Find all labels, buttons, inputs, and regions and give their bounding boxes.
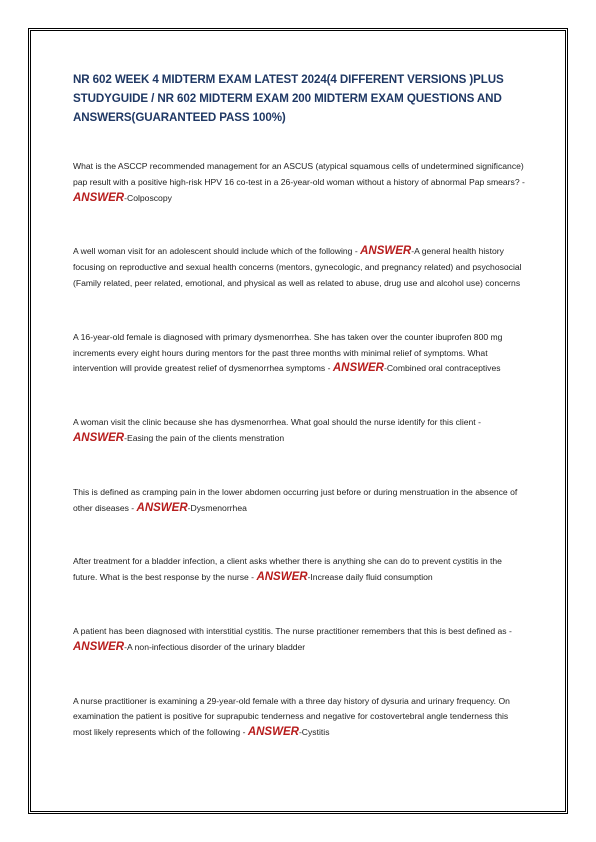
answer-text: -Dysmenorrhea [187,502,247,513]
qa-item [73,244,525,291]
qa-item [73,624,525,656]
answer-text: -Cystitis [298,727,330,738]
question-text: A nurse practitioner is examining a 29-year-old female with a three day history of dysuria and urinary frequency. On examination the patient is positive for suprapubic tenderness and negative for costovertebral angle tenderness this most likely represents which of the following - [73,695,510,738]
qa-item [73,330,525,377]
answer-text: -Increase daily fluid consumption [307,572,433,583]
qa-item [73,159,525,206]
question-text: A 16-year-old female is diagnosed with primary dysmenorrhea. She has taken over the counter ibuprofen 800 mg increments every eight hours during mentors for the past three months with minimal relief of symptoms. What intervention will provide greatest relief of dysmenorrhea symptoms - [73,331,503,374]
question-text: A patient has been diagnosed with interstitial cystitis. The nurse practitioner remembers that this is best defined as - [73,625,512,636]
answer-label: ANSWER [73,431,125,444]
qa-list [73,159,525,741]
question-text: This is defined as cramping pain in the lower abdomen occurring just before or during menstruation in the absence of other diseases - [73,486,518,513]
question-text: What is the ASCCP recommended management for an ASCUS (atypical squamous cells of undetermined significance) pap result with a positive high-risk HPV 16 co-test in a 26-year-old woman without a history of abnormal Pap smears? - [73,161,525,187]
answer-label: ANSWER [73,191,125,204]
question-text: After treatment for a bladder infection, a client asks whether there is anything she can do to prevent cystitis in the future. What is the best response by the nurse - [73,556,502,583]
qa-item [73,485,525,517]
answer-text: -Combined oral contraceptives [383,363,501,374]
answer-text: -Colposcopy [124,192,172,203]
document-body [73,70,525,779]
answer-label: ANSWER [136,501,188,514]
answer-label: ANSWER [256,571,308,584]
answer-text: -Easing the pain of the clients menstration [124,432,285,443]
question-text: A well woman visit for an adolescent should include which of the following - [73,246,361,257]
question-text: A woman visit the clinic because she has dysmenorrhea. What goal should the nurse identify for this client - [73,417,481,428]
qa-item [73,554,525,586]
document-title: NR 602 WEEK 4 MIDTERM EXAM LATEST 2024(4 DIFFERENT VERSIONS )PLUS STUDYGUIDE / NR 602 MIDTERM EXAM 200 MIDTERM EXAM QUESTIONS AND ANSWERS(GUARANTEED PASS 100%) [73,73,504,124]
answer-label: ANSWER [73,640,125,653]
answer-text: -A general health history focusing on reproductive and sexual health concerns (mentors, gynecologic, and pregnancy related) and psychosocial (Family related, peer related, emotional, and physical as well as related to abuse, drug use and alcohol use) concerns [73,246,522,288]
answer-label: ANSWER [360,245,412,258]
answer-label: ANSWER [332,362,384,375]
answer-label: ANSWER [247,726,299,739]
qa-item [73,415,525,447]
qa-item [73,694,525,741]
answer-text: -A non-infectious disorder of the urinary bladder [124,641,306,652]
